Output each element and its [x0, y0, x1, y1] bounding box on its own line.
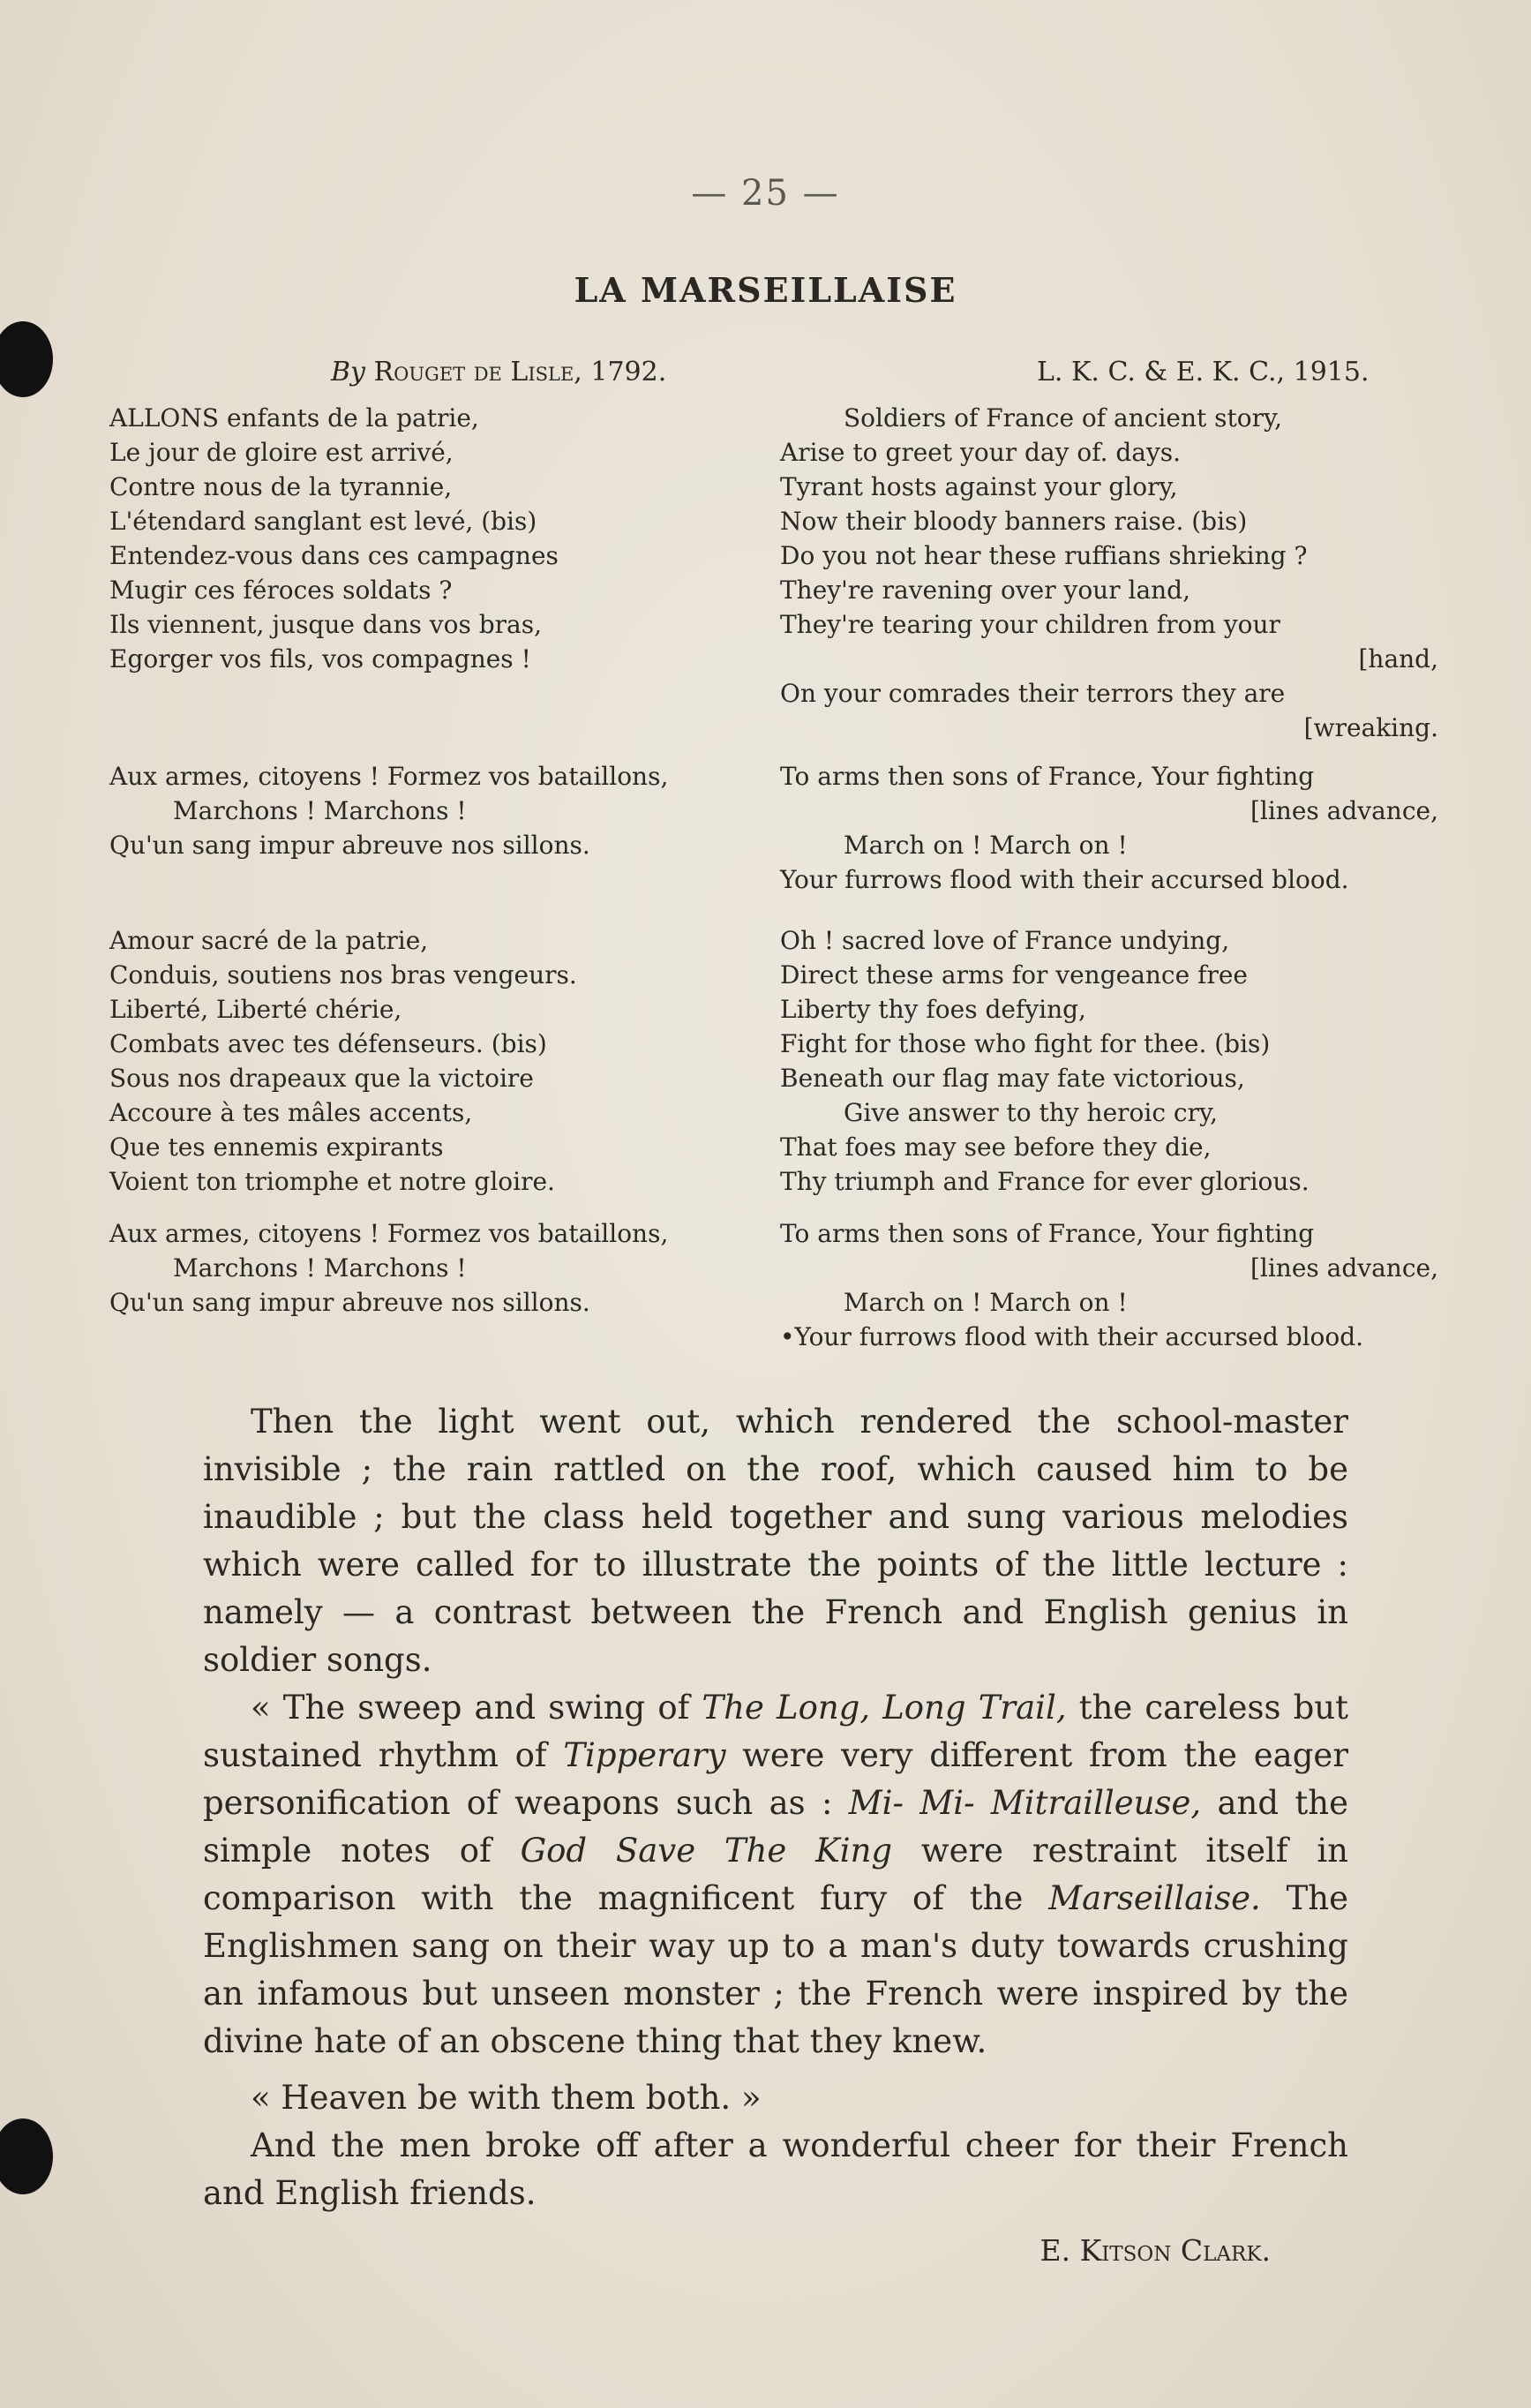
chorus-line-continuation: [lines advance, — [1250, 1253, 1438, 1283]
song-title: The Long, Long Trail, — [702, 1689, 1067, 1727]
verse-line: Voient ton triomphe et notre gloire. — [109, 1167, 555, 1196]
paragraph — [203, 1684, 1348, 2066]
verse-line-continuation: [hand, — [1358, 644, 1438, 673]
english-attribution: L. K. C. & E. K. C., 1915. — [1037, 357, 1370, 388]
chorus-line: Qu'un sang impur abreuve nos sillons. — [109, 831, 590, 860]
chorus-line: Aux armes, citoyens ! Formez vos bataillons, — [109, 1219, 669, 1248]
by-label: By — [331, 357, 365, 388]
french-verse-1 — [109, 401, 780, 676]
verse-line: Que tes ennemis expirants — [109, 1133, 444, 1162]
text-run: The Englishmen sang on their way up to a man's duty towards crushing an infamous but unseen monster ; the French were inspired by the divine hate of an obscene thing that they knew. — [203, 1879, 1348, 2060]
chorus-line: Qu'un sang impur abreuve nos sillons. — [109, 1288, 590, 1317]
french-chorus-1 — [109, 759, 780, 862]
chorus-line: Marchons ! Marchons ! — [173, 1253, 467, 1283]
verse-line: They're ravening over your land, — [780, 576, 1190, 605]
verse-line: Sous nos drapeaux que la victoire — [109, 1064, 534, 1093]
verse-line: Mugir ces féroces soldats ? — [109, 576, 453, 605]
paragraph: Then the light went out, which rendered the school-master invisible ; the rain rattled on the roof, which caused him to be inaudible ; but the class held together and sung various melodies which were called for to illustrate the points of the little lecture : namely — a contrast between the French and English genius in soldier songs. — [203, 1403, 1348, 1679]
chorus-line: Aux armes, citoyens ! Formez vos bataillons, — [109, 762, 669, 791]
chorus-line: To arms then sons of France, Your fighting — [780, 762, 1315, 791]
text-run: were very different from the eager personification of weapons such as : — [203, 1736, 1349, 1822]
song-title: Marseillaise. — [1048, 1879, 1261, 1917]
text-run: were restraint itself in comparison with the magnificent fury of the — [203, 1832, 1348, 1917]
verse-line: Entendez-vous dans ces campagnes — [109, 541, 559, 570]
verse-line-continuation: [wreaking. — [1303, 713, 1438, 742]
english-verse-1 — [780, 401, 1438, 745]
signature: E. Kitson Clark. — [1039, 2233, 1271, 2268]
verse-line: Give answer to thy heroic cry, — [844, 1098, 1218, 1127]
verse-line: That foes may see before they die, — [780, 1133, 1212, 1162]
chorus-line: March on ! March on ! — [844, 831, 1128, 860]
verse-line: Accoure à tes mâles accents, — [109, 1098, 473, 1127]
binder-hole — [0, 321, 53, 397]
text-run: « The sweep and swing of — [251, 1689, 702, 1727]
verse-line: Egorger vos fils, vos compagnes ! — [109, 644, 531, 673]
verse-line: Ils viennent, jusque dans vos bras, — [109, 610, 542, 639]
verse-line: Tyrant hosts against your glory, — [780, 472, 1178, 501]
text-run: the careless but sustained rhythm of — [203, 1689, 1348, 1774]
french-verse-2 — [109, 923, 780, 1199]
verse-line: Combats avec tes défenseurs. (bis) — [109, 1029, 547, 1058]
verse-line: ALLONS enfants de la patrie, — [109, 403, 479, 433]
chorus-line: Marchons ! Marchons ! — [173, 796, 467, 825]
verse-line: On your comrades their terrors they are — [780, 679, 1286, 708]
chorus-line: March on ! March on ! — [844, 1288, 1128, 1317]
verse-line: Thy triumph and France for ever glorious. — [780, 1167, 1310, 1196]
verse-line: Arise to greet your day of. days. — [780, 438, 1182, 467]
french-chorus-2 — [109, 1216, 780, 1320]
verse-line: They're tearing your children from your — [780, 610, 1280, 639]
french-attribution — [331, 357, 666, 388]
author-name: Rouget de Lisle, 1792. — [373, 357, 667, 388]
verse-line: Fight for those who fight for thee. (bis) — [780, 1029, 1271, 1058]
verse-line: Beneath our flag may fate victorious, — [780, 1064, 1245, 1093]
verse-line: Do you not hear these ruffians shrieking ? — [780, 541, 1308, 570]
song-title: Mi- Mi- Mitrailleuse, — [848, 1784, 1202, 1822]
chorus-line: •Your furrows flood with their accursed blood. — [780, 1322, 1364, 1351]
verse-line: Liberty thy foes defying, — [780, 995, 1086, 1024]
song-title: God Save The King — [520, 1832, 893, 1870]
verse-line: Soldiers of France of ancient story, — [844, 403, 1283, 433]
paragraph: And the men broke off after a wonderful cheer for their French and English friends. — [203, 2126, 1348, 2212]
verse-line: Le jour de gloire est arrivé, — [109, 438, 454, 467]
verse-line: Amour sacré de la patrie, — [109, 926, 429, 955]
page-number: — 25 — — [691, 173, 840, 214]
page-title: LA MARSEILLAISE — [574, 270, 957, 310]
english-verse-2 — [780, 923, 1438, 1199]
english-chorus-2 — [780, 1216, 1438, 1354]
verse-line: Liberté, Liberté chérie, — [109, 995, 402, 1024]
verse-line: Direct these arms for vengeance free — [780, 960, 1248, 990]
chorus-line-continuation: [lines advance, — [1250, 796, 1438, 825]
verse-line: Now their bloody banners raise. (bis) — [780, 507, 1248, 536]
english-chorus-1 — [780, 759, 1438, 897]
verse-line: Conduis, soutiens nos bras vengeurs. — [109, 960, 577, 990]
chorus-line: To arms then sons of France, Your fighting — [780, 1219, 1315, 1248]
verse-line: Oh ! sacred love of France undying, — [780, 926, 1230, 955]
text-run: and the simple notes of — [203, 1784, 1348, 1870]
song-title: Tipperary — [563, 1736, 726, 1774]
narrative — [203, 1398, 1348, 2217]
verse-line: L'étendard sanglant est levé, (bis) — [109, 507, 537, 536]
chorus-line: Your furrows flood with their accursed blood. — [780, 865, 1349, 894]
binder-hole — [0, 2118, 53, 2194]
paragraph: « Heaven be with them both. » — [251, 2079, 762, 2117]
verse-line: Contre nous de la tyrannie, — [109, 472, 453, 501]
